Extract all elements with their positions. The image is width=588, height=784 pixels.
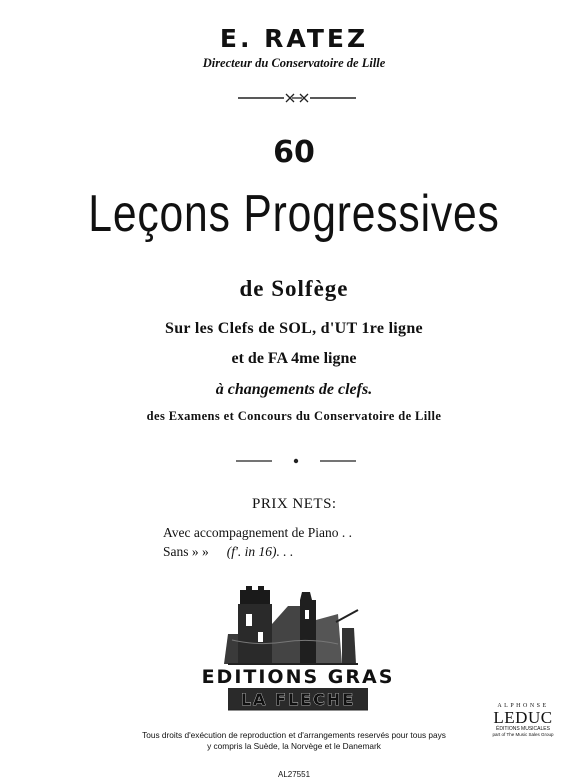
castle-illustration: [224, 586, 358, 664]
subtitle: de Solfège: [239, 276, 349, 301]
leduc-name: LEDUC: [493, 708, 553, 727]
leduc-group: part of The Music Sales Group: [492, 732, 554, 737]
dot-divider: [236, 456, 356, 466]
rights-line-2: y compris la Suède, la Norvège et le Danemark: [207, 741, 381, 751]
leduc-line: ÉDITIONS MUSICALES: [496, 726, 550, 732]
clefs-line-2: et de FA 4me ligne: [231, 350, 357, 367]
lesson-count: 60: [273, 135, 315, 170]
page-title: Leçons Progressives: [88, 185, 500, 243]
clefs-line-1: Sur les Clefs de SOL, d'UT 1re ligne: [165, 320, 423, 337]
price-line-format: (f'. in 16). . .: [226, 544, 294, 559]
price-line-piano: Avec accompagnement de Piano . .: [163, 525, 353, 540]
author-role: Directeur du Conservatoire de Lille: [202, 56, 386, 70]
clef-changes-note: à changements de clefs.: [215, 381, 373, 398]
publisher-city: LA FLECHE: [240, 690, 356, 709]
price-line-sans-label: Sans » »: [163, 544, 209, 559]
author-name: E. RATEZ: [219, 24, 369, 53]
rights-line-1: Tous droits d'exécution de reproduction et d'arrangements reservés pour tous pays: [142, 730, 446, 740]
publisher-name: EDITIONS GRAS: [201, 666, 395, 688]
ornament-divider: [238, 92, 356, 104]
price-line-sans: [163, 544, 293, 560]
publisher-logo: [188, 584, 408, 719]
prices-heading: PRIX NETS:: [252, 496, 337, 512]
leduc-logo: [478, 703, 568, 763]
leduc-top: ALPHONSE: [497, 703, 549, 709]
catalog-reference: AL27551: [277, 770, 311, 779]
exams-note: des Examens et Concours du Conservatoire de Lille: [146, 409, 442, 423]
